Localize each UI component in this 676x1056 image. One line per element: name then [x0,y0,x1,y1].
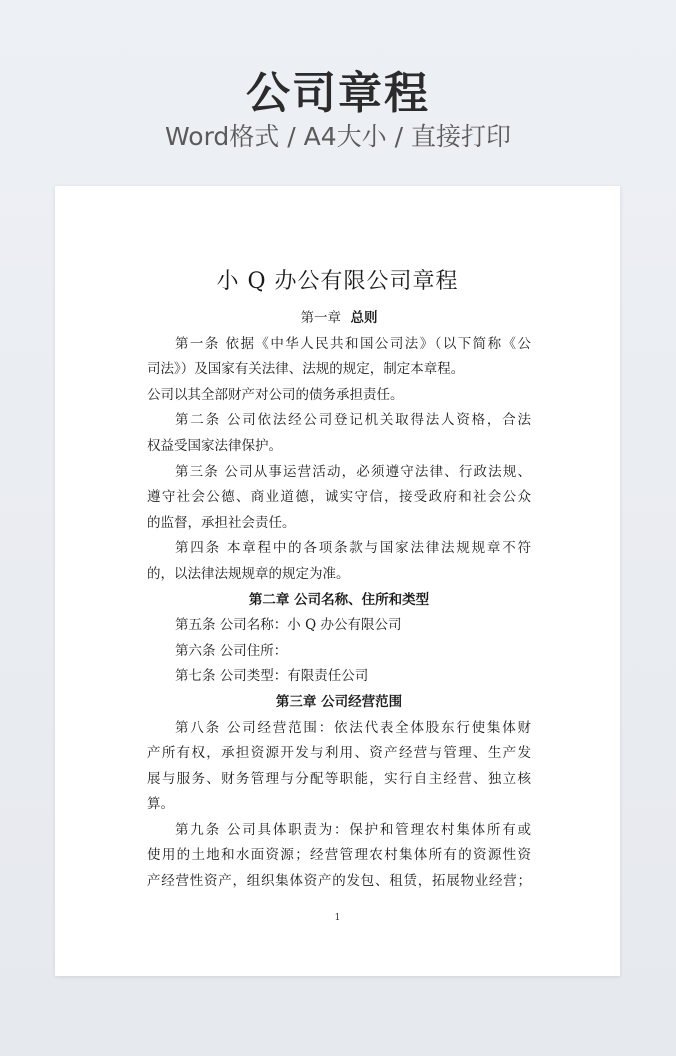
article-1-line-3: 公司以其全部财产对公司的债务承担责任。 [147,386,404,403]
article-3-line-2: 遵守社会公德、商业道德，诚实守信，接受政府和社会公众 [147,489,531,506]
chapter-2-heading: 第二章 公司名称、住所和类型 [248,591,430,608]
document-title: 小 Q 办公有限公司章程 [216,269,459,294]
article-1-line-1: 第一条 依据《中华人民共和国公司法》（以下简称《公 [175,335,531,352]
article-8-line-3: 展与服务、财务管理与分配等职能，实行自主经营、独立核 [147,770,531,787]
banner-title: 公司章程 [246,68,430,119]
article-3-line-1: 第三条 公司从事运营活动，必须遵守法律、行政法规、 [175,463,531,480]
chapter-1-heading [147,306,531,332]
page-number: 1 [334,913,341,923]
article-7-line: 第七条 公司类型：有限责任公司 [175,668,369,685]
article-1-line-2: 司法》）及国家有关法律、法规的规定，制定本章程。 [147,361,465,378]
article-3-line-3: 的监督，承担社会责任。 [147,514,296,531]
chapter-1-name: 总则 [350,310,378,326]
article-8-line-4: 算。 [147,796,174,813]
chapter-3-heading: 第三章 公司经营范围 [275,693,403,710]
article-6-line: 第六条 公司住所： [175,642,288,659]
document-page [55,186,620,976]
article-9-line-2: 使用的土地和水面资源；经营管理农村集体所有的资源性资 [147,847,531,864]
article-2-line-1: 第二条 公司依法经公司登记机关取得法人资格，合法 [175,412,531,429]
article-5-line: 第五条 公司名称：小 Q 办公有限公司 [175,617,402,634]
banner-subtitle: Word格式 / A4大小 / 直接打印 [165,122,511,151]
article-4-line-1: 第四条 本章程中的各项条款与国家法律法规规章不符 [175,540,531,557]
chapter-1-number: 第一章 [300,310,342,326]
article-4-line-2: 的，以法律法规规章的规定为准。 [147,565,350,582]
document-body [147,306,531,895]
article-8-line-1: 第八条 公司经营范围：依法代表全体股东行使集体财 [175,719,531,736]
article-9-line-3: 产经营性资产，组织集体资产的发包、租赁，拓展物业经营； [147,873,531,890]
article-2-line-2: 权益受国家法律保护。 [147,437,282,454]
article-8-line-2: 产所有权，承担资源开发与利用、资产经营与管理、生产发 [147,745,531,762]
article-9-line-1: 第九条 公司具体职责为：保护和管理农村集体所有或 [175,821,531,838]
